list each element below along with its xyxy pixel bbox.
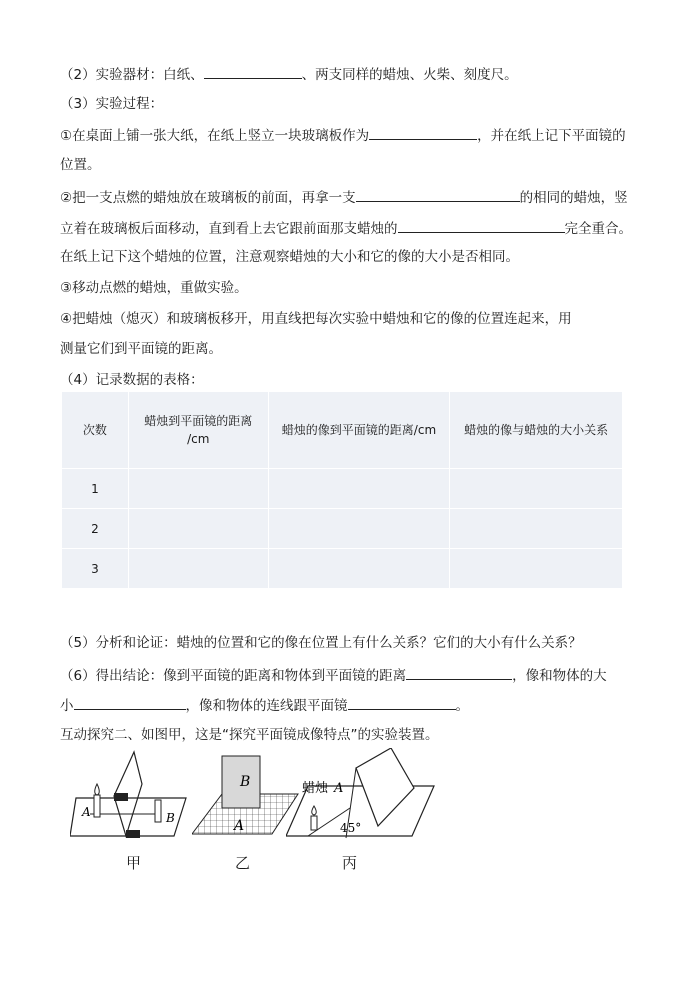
blank-2[interactable]	[369, 125, 477, 140]
figure-bing	[286, 748, 446, 848]
line-step1	[60, 125, 626, 145]
text: ，并在纸上记下平面镜的	[477, 128, 626, 144]
candle-b	[155, 800, 161, 822]
cell[interactable]	[128, 549, 268, 589]
glass-plate	[356, 748, 414, 826]
header-count: 次数	[62, 392, 129, 469]
cell[interactable]	[450, 509, 623, 549]
header-size-relation: 蜡烛的像与蜡烛的大小关系	[450, 392, 623, 469]
table-row	[62, 509, 623, 549]
text: 、两支同样的蜡烛、火柴、刻度尺。	[301, 67, 518, 83]
clip-top	[114, 793, 128, 801]
text: （6）得出结论：像到平面镜的距离和物体到平面镜的距离	[60, 668, 407, 684]
table-row	[62, 469, 623, 509]
cell[interactable]	[268, 549, 450, 589]
line-position: 位置。	[60, 157, 101, 173]
caption-bing: 丙	[342, 854, 358, 872]
cell[interactable]	[450, 549, 623, 589]
row-number: 1	[62, 469, 129, 509]
cell[interactable]	[128, 469, 268, 509]
label-a: A	[334, 781, 344, 796]
text: 立着在玻璃板后面移动，直到看上去它跟前面那支蜡烛的	[60, 221, 398, 237]
text: 小	[60, 698, 74, 714]
flame-icon	[312, 806, 317, 815]
line-conclusion	[60, 665, 607, 685]
text: 蜡烛到平面镜的距离	[144, 414, 253, 428]
line-analysis: （5）分析和论证：蜡烛的位置和它的像在位置上有什么关系？它们的大小有什么关系？	[60, 635, 582, 651]
line-table-title: （4）记录数据的表格：	[60, 372, 204, 388]
line-step4-cont: 测量它们到平面镜的距离。	[60, 341, 222, 357]
cell[interactable]	[450, 469, 623, 509]
line-equipment	[60, 64, 518, 84]
label-b: B	[166, 811, 175, 825]
text: ①在桌面上铺一张大纸，在纸上竖立一块玻璃板作为	[60, 128, 370, 144]
line-step2	[60, 187, 628, 207]
blank-1[interactable]	[204, 64, 302, 79]
caption-yi: 乙	[235, 854, 251, 872]
blank-5[interactable]	[406, 665, 512, 680]
header-image-distance: 蜡烛的像到平面镜的距离/cm	[268, 392, 450, 469]
blank-4[interactable]	[398, 218, 565, 233]
table-header-row	[62, 392, 623, 469]
text: （2）实验器材：白纸、	[60, 67, 204, 83]
row-number: 3	[62, 549, 129, 589]
text: ②把一支点燃的蜡烛放在玻璃板的前面，再拿一支	[60, 190, 356, 206]
line-step3: ③移动点燃的蜡烛，重做实验。	[60, 280, 248, 296]
caption-jia: 甲	[126, 854, 142, 872]
candle-a	[94, 795, 100, 817]
label-b: B	[240, 774, 251, 790]
line-interactive: 互动探究二、如图甲，这是“探究平面镜成像特点”的实验装置。	[60, 727, 439, 743]
row-number: 2	[62, 509, 129, 549]
text: ，像和物体的连线跟平面镜	[185, 698, 348, 714]
line-record: 在纸上记下这个蜡烛的位置，注意观察蜡烛的大小和它的像的大小是否相同。	[60, 249, 519, 265]
figure-jia	[70, 748, 190, 848]
line-conclusion-cont	[60, 695, 469, 715]
cell[interactable]	[268, 509, 450, 549]
label-a: A	[234, 818, 245, 834]
candle	[311, 816, 317, 830]
line-step4: ④把蜡烛（熄灭）和玻璃板移开，用直线把每次实验中蜡烛和它的像的位置连起来，用	[60, 311, 572, 327]
cell[interactable]	[128, 509, 268, 549]
text: ，像和物体的大	[512, 668, 607, 684]
blank-7[interactable]	[348, 695, 456, 710]
label-a: A	[82, 805, 91, 819]
header-candle-distance	[128, 392, 268, 469]
label-candle: 蜡烛	[302, 780, 329, 795]
flame-icon	[95, 784, 100, 795]
cell[interactable]	[268, 469, 450, 509]
data-table	[61, 391, 623, 589]
text: 。	[455, 698, 469, 714]
text: /cm	[187, 432, 210, 446]
blank-3[interactable]	[356, 187, 520, 202]
angle-label: 45°	[340, 821, 362, 835]
line-step2-cont	[60, 218, 632, 238]
text: 的相同的蜡烛，竖	[519, 190, 628, 206]
blank-6[interactable]	[74, 695, 186, 710]
clip-bottom	[126, 830, 140, 838]
line-process-title: （3）实验过程：	[60, 96, 164, 112]
text: 完全重合。	[564, 221, 632, 237]
table-row	[62, 549, 623, 589]
